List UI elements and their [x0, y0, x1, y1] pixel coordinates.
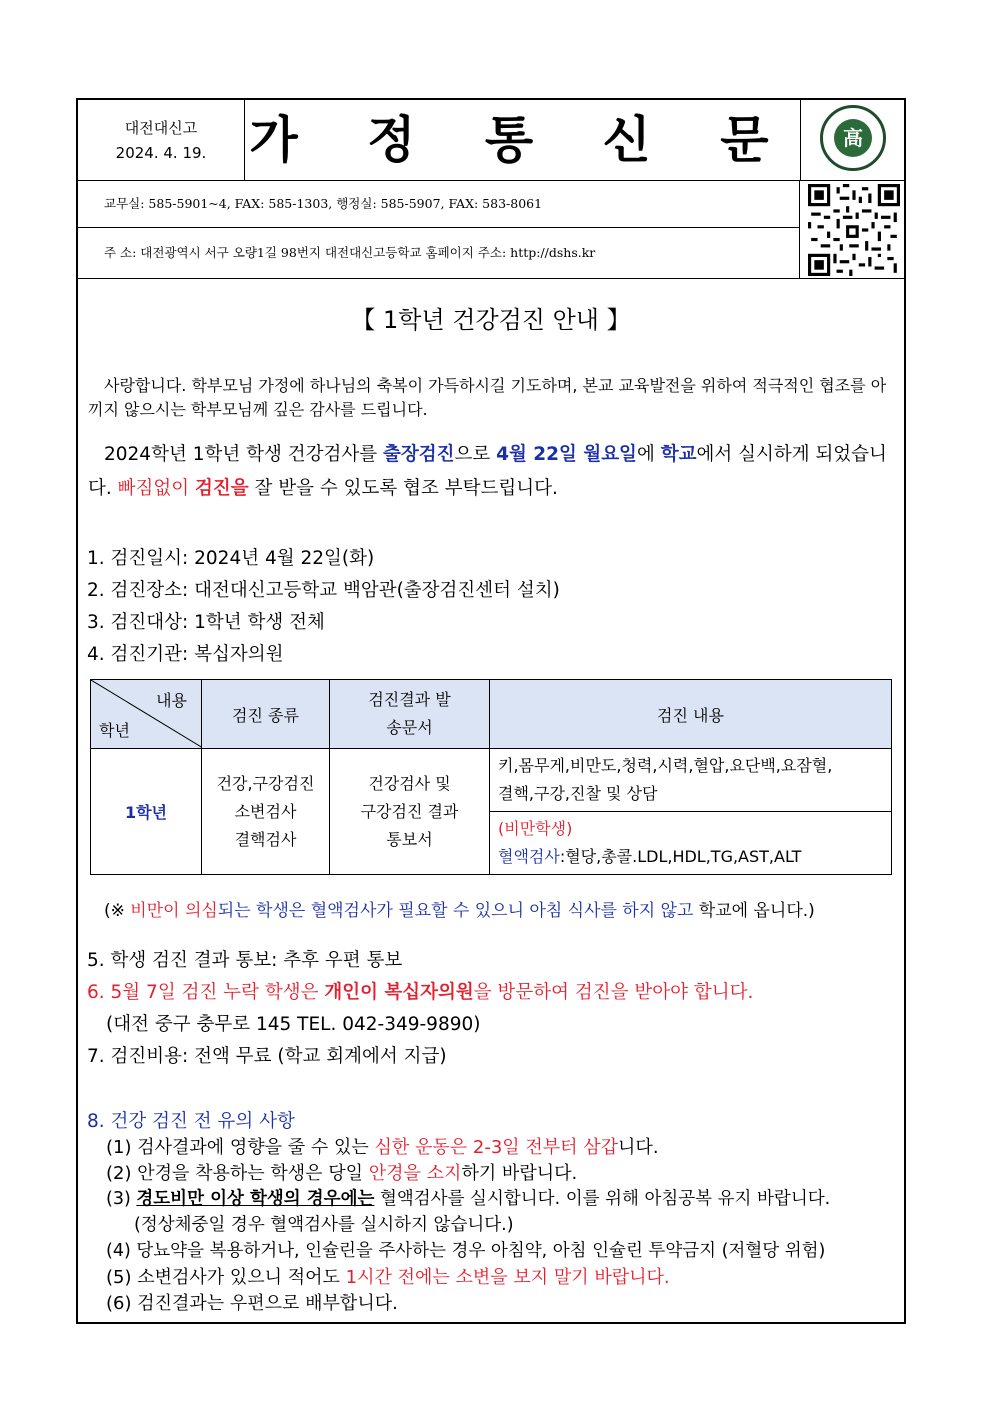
- announce-onsite: 출장검진: [382, 444, 455, 465]
- header-doc-text: 검진결과 발송문서: [368, 690, 451, 737]
- caution-emphasis: 경도비만 이상 학생의 경우에는: [136, 1189, 375, 1209]
- kind-line: 건강,구강검진: [216, 773, 315, 793]
- obese-label: (비만학생): [498, 819, 573, 838]
- caution-text: 니다.: [618, 1137, 659, 1158]
- header-content: 검진 내용: [490, 680, 892, 749]
- note-text: 학교에 옵니다.): [693, 901, 815, 921]
- table-note: [104, 896, 815, 921]
- diag-cell: [91, 680, 201, 748]
- caution-text: 하기 바랍니다.: [461, 1163, 578, 1184]
- diag-bottom-label: 학년: [99, 721, 130, 740]
- caution-2: [106, 1159, 577, 1185]
- item-target: 3. 검진대상: 1학년 학생 전체: [87, 612, 325, 633]
- announce-text: 2024학년 1학년 학생 건강검사를: [104, 444, 383, 465]
- caution-text: 혈액검사를 실시합니다. 이를 위해 아침공복 유지 바랍니다.: [374, 1189, 831, 1209]
- header-top-row: [78, 100, 904, 181]
- logo-emblem: 高: [834, 119, 872, 157]
- doc-cell: [330, 749, 490, 875]
- caution-text: (5) 소변검사가 있으니 적어도: [106, 1267, 346, 1288]
- page-title: 가 정 통 신 문: [244, 100, 801, 180]
- caution-emphasis: 1시간 전에는 소변을 보지 말기 바랍니다.: [345, 1267, 670, 1288]
- note-text: (※: [104, 901, 131, 921]
- blood-test-line: [498, 843, 890, 871]
- content-line: 결핵,구강,진찰 및 상담: [498, 784, 658, 803]
- caution-3: [106, 1185, 830, 1210]
- announce-emphasis: 빠짐없이: [117, 478, 196, 499]
- address-info: 주 소: 대전광역시 서구 오량1길 98번지 대전대신고등학교 홈페이지 주소: http://dshs.kr: [78, 228, 800, 278]
- caution-6: (6) 검진결과는 우편으로 배부합니다.: [106, 1293, 398, 1314]
- note-blue: 되는 학생은 혈액검사가 필요할 수 있으니 아침 식사를 하지 않고: [217, 901, 694, 921]
- content-cell-blood: [490, 812, 892, 875]
- item-place: 2. 검진장소: 대전대신고등학교 백암관(출장검진센터 설치): [87, 580, 560, 601]
- contact-info: 교무실: 585-5901~4, FAX: 585-1303, 행정실: 585-5907, FAX: 583-8061: [78, 180, 800, 228]
- announce-text: 잘 받을 수 있도록 협조 부탁드립니다.: [248, 478, 558, 499]
- kind-line: 결핵검사: [234, 829, 297, 849]
- caution-text: (3): [106, 1189, 137, 1209]
- checkup-table: [90, 679, 892, 875]
- caution-3-sub: (정상체중일 경우 혈액검사를 실시하지 않습니다.): [134, 1215, 514, 1235]
- announce-text: 에서 실시하게 되었습니다.: [88, 444, 887, 499]
- document-frame: [76, 98, 906, 1324]
- announce-text: 에: [636, 444, 661, 465]
- notice-title: 【 1학년 건강검진 안내 】: [351, 306, 631, 334]
- caution-4: (4) 당뇨약을 복용하거나, 인슐린을 주사하는 경우 아침약, 아침 인슐린 투약금지 (저혈당 위험): [106, 1241, 826, 1261]
- announce-paragraph: [88, 438, 900, 506]
- diag-top-label: 내용: [156, 691, 187, 710]
- table-header-row: [91, 680, 892, 749]
- content-line: 키,몸무게,비만도,청력,시력,혈압,요단백,요잠혈,: [498, 756, 833, 775]
- item-caution-title: 8. 건강 검진 전 유의 사항: [87, 1111, 295, 1132]
- header-school-cell: [78, 100, 245, 180]
- qr-code-icon[interactable]: [808, 184, 900, 276]
- caution-emphasis: 안경을 소지: [368, 1163, 462, 1184]
- missed-emphasis: 개인이 복십자의원: [324, 982, 474, 1003]
- header-divider: [78, 278, 904, 279]
- header-doc: [330, 680, 490, 749]
- item-missed: [87, 978, 753, 1004]
- doc-line: 구강검진 결과: [360, 801, 459, 821]
- note-emphasis: 비만이 의심: [130, 901, 218, 921]
- caution-1: [106, 1133, 659, 1159]
- item-result: 5. 학생 검진 결과 통보: 추후 우편 통보: [87, 950, 403, 971]
- item-agency: 4. 검진기관: 복십자의원: [87, 644, 284, 665]
- caution-text: (1) 검사결과에 영향을 줄 수 있는: [106, 1137, 375, 1158]
- diag-header-cell: [91, 680, 202, 749]
- caution-emphasis: 심한 운동은 2-3일 전부터 삼갑: [374, 1137, 619, 1158]
- logo-ring: [820, 105, 886, 171]
- kind-cell: [202, 749, 330, 875]
- table-row: [91, 749, 892, 812]
- issue-date: 2024. 4. 19.: [115, 144, 207, 162]
- announce-text: 으로: [454, 444, 497, 465]
- announce-place: 학교: [660, 444, 697, 465]
- header-kind: 검진 종류: [202, 680, 330, 749]
- doc-line: 건강검사 및: [368, 773, 451, 793]
- school-name: 대전대신고: [124, 119, 198, 137]
- missed-text: 6. 5월 7일 검진 누락 학생은: [87, 982, 325, 1003]
- caution-text: (2) 안경을 착용하는 학생은 당일: [106, 1163, 369, 1184]
- intro-paragraph: 사랑합니다. 학부모님 가정에 하나님의 축복이 가득하시길 기도하며, 본교 교육발전을 위하여 적극적인 협조를 아끼지 않으시는 학부모님께 깊은 감사를 드립니다.: [88, 376, 887, 419]
- grade-cell: 1학년: [91, 749, 202, 875]
- announce-emphasis: 검진을: [195, 478, 249, 499]
- kind-line: 소변검사: [234, 801, 297, 821]
- doc-line: 통보서: [386, 829, 433, 849]
- caution-5: [106, 1263, 670, 1289]
- blood-test-items: :혈당,총콜.LDL,HDL,TG,AST,ALT: [559, 847, 802, 866]
- item-missed-address: (대전 중구 충무로 145 TEL. 042-349-9890): [106, 1014, 481, 1035]
- item-date: 1. 검진일시: 2024년 4월 22일(화): [87, 548, 375, 569]
- missed-text: 을 방문하여 검진을 받아야 합니다.: [473, 982, 754, 1003]
- announce-date: 4월 22일 월요일: [496, 444, 637, 465]
- blood-test-label: 혈액검사: [498, 847, 560, 866]
- school-logo: [800, 100, 904, 180]
- item-cost: 7. 검진비용: 전액 무료 (학교 회계에서 지급): [87, 1046, 447, 1067]
- content-cell-basic: [490, 749, 892, 812]
